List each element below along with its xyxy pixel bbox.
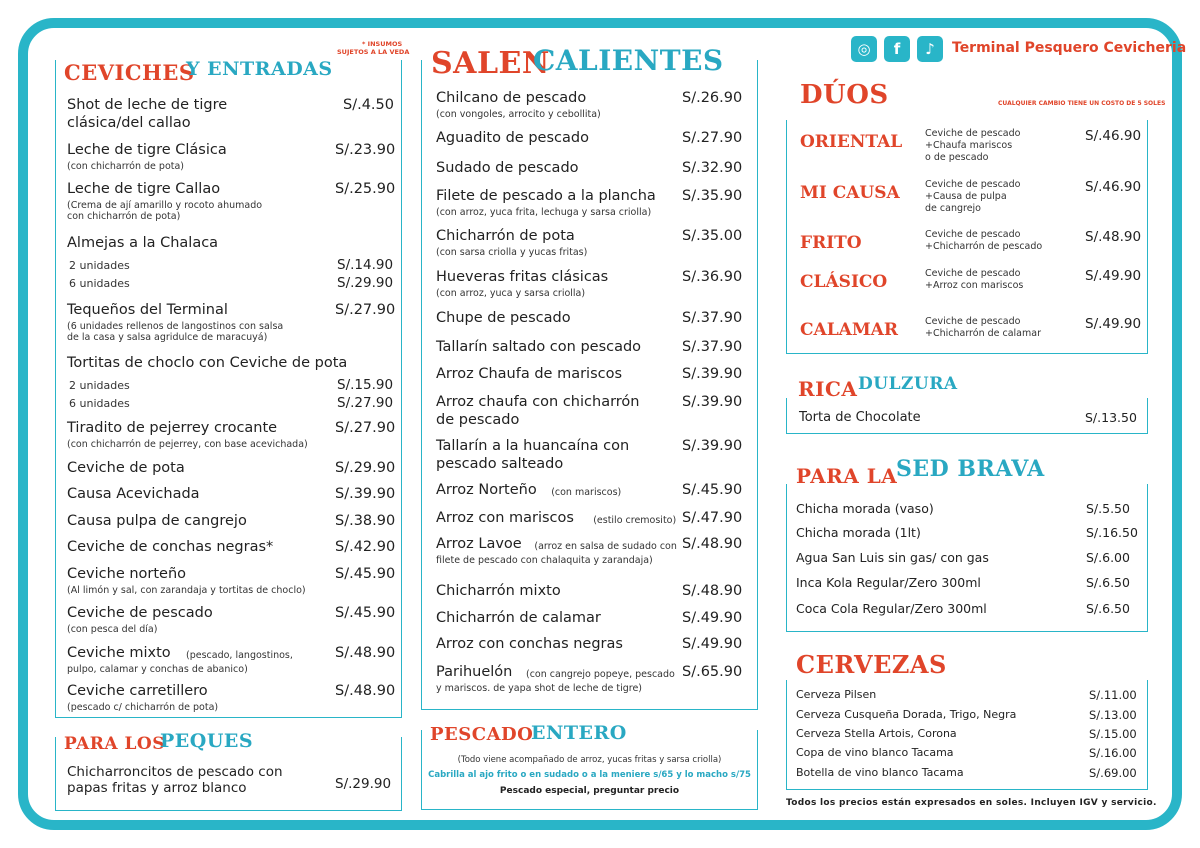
dulzura-title-a: RICA [798, 377, 858, 401]
peques-title-b: PEQUES [160, 730, 254, 752]
footer-note: Todos los precios están expresados en soles. Incluyen IGV y servicio. [786, 798, 1157, 808]
caliente-item-price: S/.35.00 [682, 228, 743, 244]
caliente-item-inline: (arroz en salsa de sudado con [534, 541, 677, 552]
caliente-item-inline: (con cangrejo popeye, pescado [526, 669, 675, 680]
ceviche-item-price: S/.42.90 [335, 539, 396, 555]
caliente-item-inline: (estilo cremosito) [593, 515, 677, 526]
ceviche-item-name: Tequeños del Terminal [67, 302, 228, 318]
caliente-item-price: S/.36.90 [682, 269, 743, 285]
caliente-item-price: S/.48.90 [682, 536, 743, 552]
ceviche-item-name-2: clásica/del callao [67, 115, 191, 131]
duo-item-desc: +Chicharrón de pescado [925, 241, 1043, 252]
dulzura-item-price: S/.13.50 [1085, 410, 1137, 425]
caliente-item-name: Chicharrón de pota [436, 228, 575, 244]
caliente-item-price: S/.49.90 [682, 636, 743, 652]
sed-item-price: S/.6.50 [1086, 575, 1130, 590]
ceviche-item-price: S/.38.90 [335, 513, 396, 529]
sed-title-b: SED BRAVA [896, 456, 1045, 482]
caliente-item-price: S/.27.90 [682, 130, 743, 146]
caliente-item-price: S/.65.90 [682, 664, 743, 680]
caliente-item-price: S/.32.90 [682, 160, 743, 176]
ceviches-title-a: CEVICHES [64, 60, 195, 85]
instagram-icon[interactable]: ◎ [851, 36, 877, 62]
ceviche-item-option: 2 unidades [69, 379, 130, 392]
duo-item-desc: +Chaufa mariscos [925, 140, 1013, 151]
ceviche-item-price: S/.25.90 [335, 181, 396, 197]
caliente-item-price: S/.39.90 [682, 366, 743, 382]
duos-note: CUALQUIER CAMBIO TIENE UN COSTO DE 5 SOLES [998, 100, 1166, 107]
cerveza-item-price: S/.13.00 [1089, 708, 1137, 722]
caliente-item-price: S/.26.90 [682, 90, 743, 106]
caliente-item-desc: (con sarsa criolla y yucas fritas) [436, 247, 588, 258]
entero-line-3: Pescado especial, preguntar precio [499, 786, 680, 796]
ceviche-item-option: 2 unidades [69, 259, 130, 272]
ceviche-item-name: Tortitas de choclo con Ceviche de pota [67, 355, 348, 371]
ceviche-item-option-price: S/.15.90 [337, 377, 394, 393]
caliente-item-name: Chupe de pescado [436, 310, 571, 326]
caliente-item-name: Arroz Chaufa de mariscos [436, 366, 623, 382]
duo-item-desc: Ceviche de pescado [925, 316, 1021, 327]
caliente-item-desc: (con arroz, yuca y sarsa criolla) [436, 288, 586, 299]
caliente-item-price: S/.45.90 [682, 482, 743, 498]
tiktok-icon[interactable]: ♪ [917, 36, 943, 62]
cerveza-item-name: Cerveza Cusqueña Dorada, Trigo, Negra [796, 708, 1017, 721]
ceviche-item-option-price: S/.14.90 [337, 257, 394, 273]
cerveza-item-price: S/.16.00 [1089, 746, 1137, 760]
sed-item-price: S/.5.50 [1086, 501, 1130, 516]
ceviche-item-desc: pulpo, calamar y conchas de abanico) [67, 664, 248, 675]
caliente-item-price: S/.37.90 [682, 310, 743, 326]
sed-item-price: S/.16.50 [1086, 525, 1138, 540]
caliente-item-name: Tallarín saltado con pescado [436, 339, 642, 355]
ceviche-item-name: Ceviche de conchas negras* [67, 539, 274, 555]
ceviche-item-name: Ceviche de pota [67, 460, 185, 476]
sed-item-price: S/.6.50 [1086, 601, 1130, 616]
caliente-item-name-2: de pescado [436, 412, 520, 428]
cerveza-item-price: S/.11.00 [1089, 688, 1137, 702]
sed-item-name: Chicha morada (1lt) [796, 525, 921, 540]
ceviche-item-name: Ceviche carretillero [67, 683, 208, 699]
ceviche-item-name: Ceviche de pescado [67, 605, 213, 621]
duo-item-desc: +Arroz con mariscos [925, 280, 1024, 291]
ceviche-item-desc-2: de la casa y salsa agridulce de maracuyá) [67, 332, 268, 343]
caliente-item-desc: filete de pescado con chalaquita y zarandaja) [436, 555, 653, 566]
caliente-item-name: Aguadito de pescado [436, 130, 589, 146]
entero-line-1: (Todo viene acompañado de arroz, yucas fritas y sarsa criolla) [457, 755, 722, 765]
ceviche-item-price: S/.48.90 [335, 683, 396, 699]
caliente-item-name: Arroz con conchas negras [436, 636, 623, 652]
cerveza-item-price: S/.69.00 [1089, 766, 1137, 780]
ceviche-item-price: S/.23.90 [335, 142, 396, 158]
caliente-item-price: S/.37.90 [682, 339, 743, 355]
ceviche-item-price: S/.27.90 [335, 420, 396, 436]
ceviche-item-desc: (con chicharrón de pejerrey, con base acevichada) [67, 439, 308, 450]
caliente-item-price: S/.39.90 [682, 394, 743, 410]
duo-item-name: CLÁSICO [800, 272, 888, 292]
sed-title-a: PARA LA [796, 464, 898, 488]
ceviche-item-price: S/.45.90 [335, 605, 396, 621]
caliente-item-name: Parihuelón [436, 664, 513, 680]
duo-item-name: ORIENTAL [800, 132, 903, 152]
ceviche-item-desc: (6 unidades rellenos de langostinos con salsa [67, 321, 284, 332]
duo-item-desc: de cangrejo [925, 203, 981, 214]
ceviche-item-desc: (con chicharrón de pota) [67, 161, 185, 172]
duo-item-name: FRITO [800, 233, 862, 253]
caliente-item-name: Tallarín a la huancaína con [436, 438, 630, 454]
ceviche-item-price: S/.45.90 [335, 566, 396, 582]
caliente-item-name: Chicharrón de calamar [436, 610, 601, 626]
sed-item-name: Agua San Luis sin gas/ con gas [796, 550, 989, 565]
cerveza-item-name: Copa de vino blanco Tacama [796, 746, 954, 759]
caliente-item-desc: (con vongoles, arrocito y cebollita) [436, 109, 601, 120]
duo-item-desc: +Chicharrón de calamar [925, 328, 1041, 339]
duo-item-desc: Ceviche de pescado [925, 268, 1021, 279]
cerveza-item-price: S/.15.00 [1089, 727, 1137, 741]
duo-item-price: S/.48.90 [1085, 229, 1142, 245]
peques-title-a: PARA LOS [64, 734, 166, 754]
entero-title-a: PESCADO [430, 724, 534, 745]
duo-item-price: S/.49.90 [1085, 268, 1142, 284]
calientes-title-b: CALIENTES [533, 44, 724, 77]
caliente-item-price: S/.39.90 [682, 438, 743, 454]
ceviche-item-name: Leche de tigre Callao [67, 181, 221, 197]
caliente-item-name: Sudado de pescado [436, 160, 579, 176]
peques-item-price: S/.29.90 [335, 776, 392, 792]
duos-title: DÚOS [800, 80, 889, 110]
ceviche-item-name: Leche de tigre Clásica [67, 142, 227, 158]
caliente-item-price: S/.48.90 [682, 583, 743, 599]
cerveza-item-name: Botella de vino blanco Tacama [796, 766, 964, 779]
sed-item-name: Chicha morada (vaso) [796, 501, 934, 516]
ceviche-item-price: S/.4.50 [343, 97, 394, 113]
entero-line-2: Cabrilla al ajo frito o en sudado o a la meniere s/65 y lo macho s/75 [428, 770, 751, 780]
ceviche-item-price: S/.29.90 [335, 460, 396, 476]
caliente-item-name: Hueveras fritas clásicas [436, 269, 609, 285]
sed-item-price: S/.6.00 [1086, 550, 1130, 565]
entero-title-b: ENTERO [531, 722, 627, 744]
ceviche-item-name: Ceviche norteño [67, 566, 187, 582]
ceviche-item-option-price: S/.27.90 [337, 395, 394, 411]
veda-note-2: SUJETOS A LA VEDA [337, 48, 410, 56]
caliente-item-desc: y mariscos. de yapa shot de leche de tigre) [436, 683, 642, 694]
ceviche-item-inline: (pescado, langostinos, [186, 650, 293, 661]
caliente-item-price: S/.47.90 [682, 510, 743, 526]
ceviche-item-option: 6 unidades [69, 397, 130, 410]
caliente-item-desc: (con arroz, yuca frita, lechuga y sarsa criolla) [436, 207, 652, 218]
facebook-icon[interactable]: f [884, 36, 910, 62]
duo-item-desc: Ceviche de pescado [925, 128, 1021, 139]
duo-item-name: CALAMAR [800, 320, 898, 340]
caliente-item-name: Arroz chaufa con chicharrón [436, 394, 640, 410]
ceviche-item-option: 6 unidades [69, 277, 130, 290]
duo-item-price: S/.46.90 [1085, 128, 1142, 144]
cerveza-item-name: Cerveza Pilsen [796, 688, 877, 701]
calientes-title-a: SALEN [431, 46, 550, 81]
brand-name: Terminal Pesquero Cevicheria [952, 40, 1187, 56]
dulzura-item-name: Torta de Chocolate [799, 410, 921, 425]
duo-item-desc: Ceviche de pescado [925, 179, 1021, 190]
ceviche-item-price: S/.27.90 [335, 302, 396, 318]
duo-item-price: S/.49.90 [1085, 316, 1142, 332]
caliente-item-name: Filete de pescado a la plancha [436, 188, 656, 204]
sed-item-name: Inca Kola Regular/Zero 300ml [796, 575, 981, 590]
caliente-item-price: S/.35.90 [682, 188, 743, 204]
ceviche-item-name: Causa pulpa de cangrejo [67, 513, 247, 529]
cerveza-item-name: Cerveza Stella Artois, Corona [796, 727, 957, 740]
duo-item-desc: o de pescado [925, 152, 989, 163]
peques-item-name-2: papas fritas y arroz blanco [67, 780, 247, 796]
ceviche-item-name: Shot de leche de tigre [67, 97, 228, 113]
ceviche-item-name: Causa Acevichada [67, 486, 200, 502]
caliente-item-name: Arroz Norteño [436, 482, 537, 498]
peques-item-name: Chicharroncitos de pescado con [67, 764, 283, 780]
duo-item-desc: +Causa de pulpa [925, 191, 1007, 202]
ceviche-item-desc: (con pesca del día) [67, 624, 158, 635]
duo-item-name: MI CAUSA [800, 183, 900, 203]
ceviche-item-name: Almejas a la Chalaca [67, 235, 219, 251]
cervezas-title: CERVEZAS [796, 650, 947, 679]
dulzura-title-b: DULZURA [858, 374, 958, 394]
veda-note-1: * INSUMOS [362, 40, 403, 48]
ceviche-item-desc-2: con chicharrón de pota) [67, 211, 181, 222]
caliente-item-name: Chilcano de pescado [436, 90, 587, 106]
sed-item-name: Coca Cola Regular/Zero 300ml [796, 601, 987, 616]
caliente-item-inline: (con mariscos) [551, 487, 622, 498]
ceviche-item-name: Ceviche mixto [67, 645, 171, 661]
duo-item-desc: Ceviche de pescado [925, 229, 1021, 240]
ceviche-item-desc: (Al limón y sal, con zarandaja y tortitas de choclo) [67, 585, 306, 596]
caliente-item-name-2: pescado salteado [436, 456, 564, 472]
ceviche-item-price: S/.48.90 [335, 645, 396, 661]
duo-item-price: S/.46.90 [1085, 179, 1142, 195]
ceviches-title-b: Y ENTRADAS [186, 58, 333, 80]
ceviche-item-desc: (pescado c/ chicharrón de pota) [67, 702, 219, 713]
ceviche-item-option-price: S/.29.90 [337, 275, 394, 291]
caliente-item-name: Arroz Lavoe [436, 536, 522, 552]
ceviche-item-desc: (Crema de ají amarillo y rocoto ahumado [67, 200, 263, 211]
caliente-item-name: Arroz con mariscos [436, 510, 574, 526]
ceviche-item-price: S/.39.90 [335, 486, 396, 502]
caliente-item-name: Chicharrón mixto [436, 583, 561, 599]
ceviche-item-name: Tiradito de pejerrey crocante [67, 420, 278, 436]
caliente-item-price: S/.49.90 [682, 610, 743, 626]
